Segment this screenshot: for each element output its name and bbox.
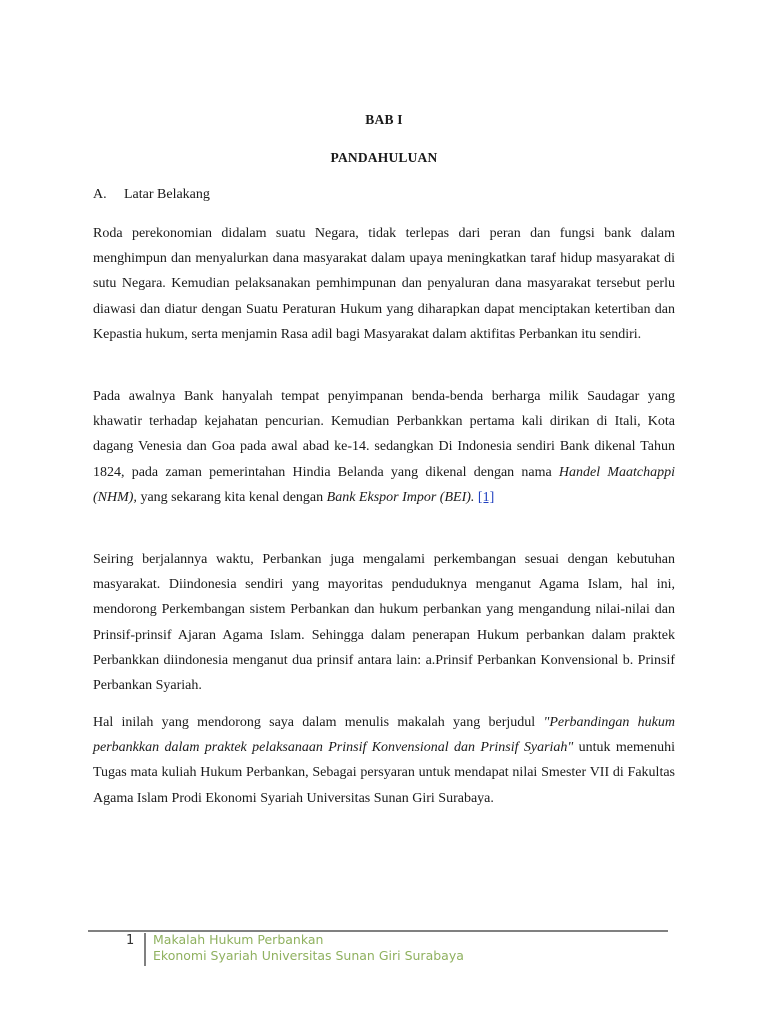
footer-text [153, 932, 464, 964]
chapter-number: BAB I [365, 112, 403, 127]
bank-name-nhm: Handel Maatchappi (NHM), [93, 464, 675, 505]
footer-line-2: Ekonomi Syariah Universitas Sunan Giri Surabaya [153, 948, 464, 963]
section-heading [93, 187, 210, 203]
paragraph-1: Roda perekonomian didalam suatu Negara, tidak terlepas dari peran dan fungsi bank dalam menghimpun dan menyalurkan dana masyarakat dalam upaya meningkatkan taraf hidup masyarakat di sutu Negara. Kemudian pelaksanakan pemhimpunan dan penyaluran dana masyarakat tersebut perlu diawasi dan diatur dengan Suatu Peraturan Hukum yang diharapkan dapat menciptakan ketertiban dan Kepastia hukum, serta menjamin Rasa adil bagi Masyarakat dalam aktifitas Perbankan itu sendiri. [93, 226, 675, 342]
footnote-reference-link[interactable]: [1] [477, 489, 495, 505]
paragraph-3: Seiring berjalannya waktu, Perbankan juga mengalami perkembangan sesuai dengan kebutuhan masyarakat. Diindonesia sendiri yang mayoritas penduduknya menganut Agama Islam, hal ini, mendorong Perkembangan sistem Perbankan dan hukum perbankan yang mengandung nilai-nilai dan Prinsif-prinsif Ajaran Agama Islam. Sehingga dalam penerapan Hukum perbankan dalam praktek Perbankkan diindonesia menganut dua prinsif antara lain: a.Prinsif Perbankan Konvensional b. Prinsif Perbankan Syariah. [93, 552, 675, 694]
paragraph-4-text-b: untuk memenuhi Tugas mata kuliah Hukum Perbankan, Sebagai persyaran untuk mendapat nilai Smester VII di Fakultas Agama Islam Prodi Ekonomi Syariah Universitas Sunan Giri Surabaya. [93, 740, 675, 806]
paragraph-4-text: Hal inilah yang mendorong saya dalam menulis makalah yang berjudul [93, 715, 544, 730]
bank-name-bei: Bank Ekspor Impor (BEI). [326, 489, 475, 505]
chapter-title: PANDAHULUAN [330, 150, 438, 165]
footer-vertical-divider [144, 933, 146, 966]
paragraph-2-text-b: yang sekarang kita kenal dengan [136, 489, 327, 505]
paragraph-2 [93, 384, 675, 510]
paper-title-quote: "Perbandingan hukum perbankkan dalam praktek pelaksanaan Prinsif Konvensional dan Prinsif Syariah" [93, 715, 676, 756]
footer-line-1: Makalah Hukum Perbankan [153, 932, 324, 947]
paragraph-2-text: Pada awalnya Bank hanyalah tempat penyimpanan benda-benda berharga milik Saudagar yang khawatir terhadap kejahatan pencurian. Kemudian Perbankkan pertama kali dirikan di Itali, Kota dagang Venesia dan Goa pada awal abad ke-14. sedangkan Di Indonesia sendiri Bank dikenal Tahun 1824, pada zaman pemerintahan Hindia Belanda yang dikenal dengan nama [93, 389, 675, 480]
section-letter: A. [93, 187, 107, 202]
section-title: Latar Belakang [124, 187, 210, 202]
paragraph-4 [93, 710, 675, 811]
page-number: 1 [126, 933, 135, 948]
